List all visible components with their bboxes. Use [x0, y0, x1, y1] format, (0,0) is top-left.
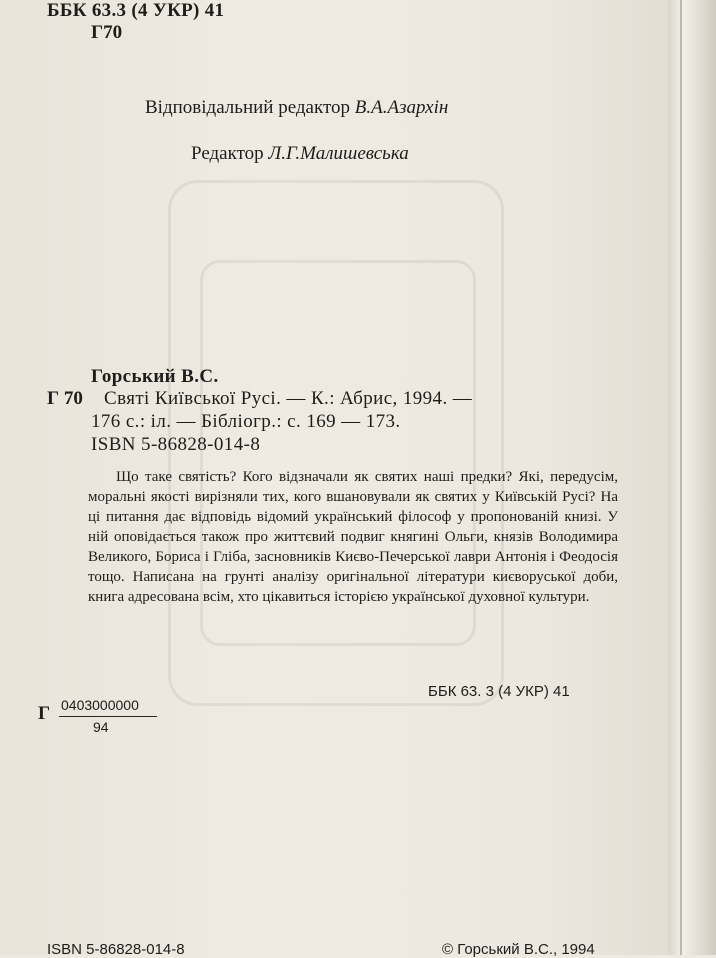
catalog-author: Горський В.С. [91, 366, 219, 387]
fraction-letter: Г [38, 703, 51, 724]
fraction-numerator: 0403000000 [61, 697, 139, 713]
author-code-top: Г70 [91, 22, 123, 43]
catalog-title-line: Святі Київської Русі. — К.: Абрис, 1994. — [104, 388, 473, 409]
catalog-pages-line: 176 с.: іл. — Бібліогр.: с. 169 — 173. [91, 411, 401, 432]
responsible-editor-name: В.А.Азархін [354, 97, 449, 118]
catalog-isbn: ISBN 5-86828-014-8 [91, 434, 261, 455]
footer-isbn: ISBN 5-86828-014-8 [47, 941, 185, 958]
responsible-editor-label: Відповідальний редактор [145, 97, 351, 118]
annotation-paragraph: Що таке святість? Кого відзначали як святих наші предки? Які, передусім, моральні якості вирізняли тих, кого вшановували як святих у Київській Русі? На ці питання дає відповідь відомий український філософ у пропонованій книзі. У ній оповідається також про життєвий подвиг княгині Ольги, князів Володимира Великого, Бориса і Гліба, засновників Києво-Печерської лаври Антонія і Феодосія тощо. Написана на грунті аналізу оригінальної літератури києворуської доби, книга адресована всім, хто цікавиться історією української духовної культури. [88, 469, 618, 605]
catalog-code: Г 70 [47, 388, 83, 409]
page-edge-binding [668, 0, 716, 955]
responsible-editor-line [145, 97, 448, 119]
fraction-denominator: 94 [93, 719, 109, 735]
fraction-bar [59, 716, 157, 717]
footer-copyright: © Горський В.С., 1994 [442, 941, 595, 958]
editor-line [191, 143, 409, 165]
bbk-index-bottom: ББК 63. 3 (4 УКР) 41 [428, 683, 570, 700]
bbk-index-top: ББК 63.3 (4 УКР) 41 [47, 0, 225, 21]
editor-name: Л.Г.Малишевська [268, 143, 409, 164]
editor-label: Редактор [191, 143, 264, 164]
